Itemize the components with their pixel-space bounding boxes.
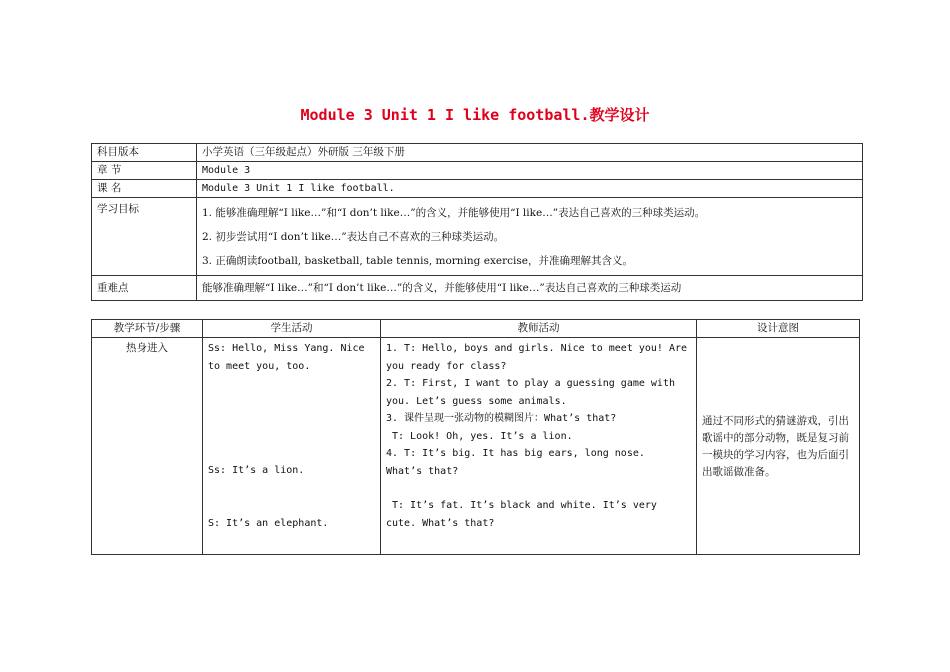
- teaching-process-table: [91, 319, 860, 555]
- teacher-line: 1. T: Hello, boys and girls. Nice to meet you! Are: [386, 343, 688, 354]
- info-row-subject: [92, 144, 863, 162]
- header-teacher: 教师活动: [381, 320, 697, 338]
- goals-label: 学习目标: [92, 198, 197, 276]
- page-title: Module 3 Unit 1 I like football.教学设计: [300, 106, 650, 124]
- step-cell: 热身进入: [92, 338, 203, 555]
- subject-label: 科目版本: [92, 144, 197, 162]
- student-line: to meet you, too.: [208, 360, 311, 372]
- info-row-lesson: [92, 180, 863, 198]
- info-row-difficulty: [92, 276, 863, 301]
- design-intent-cell: 通过不同形式的猜谜游戏，引出歌谣中的部分动物，既是复习前一模块的学习内容，也为后面引出歌谣做准备。: [697, 338, 860, 555]
- teacher-line: you ready for class?: [386, 360, 507, 372]
- teacher-line: 2. T: First, I want to play a guessing game with: [386, 378, 675, 389]
- teacher-line: T: Look! Oh, yes. It’s a lion.: [392, 430, 573, 442]
- goal-item: 3. 正确朗读football, basketball, table tennis, morning exercise，并准确理解其含义。: [202, 254, 633, 267]
- teacher-line: 3. 课件呈现一张动物的模糊图片：What’s that?: [386, 413, 617, 424]
- student-line: Ss: Hello, Miss Yang. Nice: [208, 343, 365, 354]
- course-info-table: [91, 143, 863, 301]
- header-student: 学生活动: [203, 320, 381, 338]
- student-activity-cell: [203, 338, 381, 555]
- difficulty-label: 重难点: [92, 276, 197, 301]
- teacher-line: cute. What’s that?: [386, 517, 495, 529]
- difficulty-value: 能够准确理解“I like…”和“I don’t like…”的含义，并能够使用“I like…”表达自己喜欢的三种球类运动: [197, 276, 863, 301]
- goals-cell: [197, 198, 863, 276]
- teacher-line: you. Let’s guess some animals.: [386, 395, 567, 407]
- teacher-line: 4. T: It’s big. It has big ears, long nose.: [386, 448, 645, 459]
- lesson-label: 课 名: [92, 180, 197, 198]
- teacher-line: T: It’s fat. It’s black and white. It’s very: [392, 500, 657, 511]
- student-line: Ss: It’s a lion.: [208, 465, 305, 476]
- info-row-goals: [92, 198, 863, 276]
- goal-item: 2. 初步尝试用“I don’t like…”表达自己不喜欢的三种球类运动。: [202, 230, 505, 243]
- header-intent: 设计意图: [697, 320, 860, 338]
- process-row: [92, 338, 860, 555]
- chapter-value: Module 3: [197, 162, 863, 180]
- subject-value: 小学英语（三年级起点）外研版 三年级下册: [197, 144, 863, 162]
- header-step: 教学环节/步骤: [92, 320, 203, 338]
- chapter-label: 章 节: [92, 162, 197, 180]
- process-header-row: [92, 320, 860, 338]
- student-line: S: It’s an elephant.: [208, 517, 329, 529]
- lesson-value: Module 3 Unit 1 I like football.: [197, 180, 863, 198]
- teacher-line: What’s that?: [386, 465, 459, 477]
- goal-item: 1. 能够准确理解“I like…”和“I don’t like…”的含义，并能够使用“I like…”表达自己喜欢的三种球类运动。: [202, 206, 706, 219]
- info-row-chapter: [92, 162, 863, 180]
- teacher-activity-cell: [381, 338, 697, 555]
